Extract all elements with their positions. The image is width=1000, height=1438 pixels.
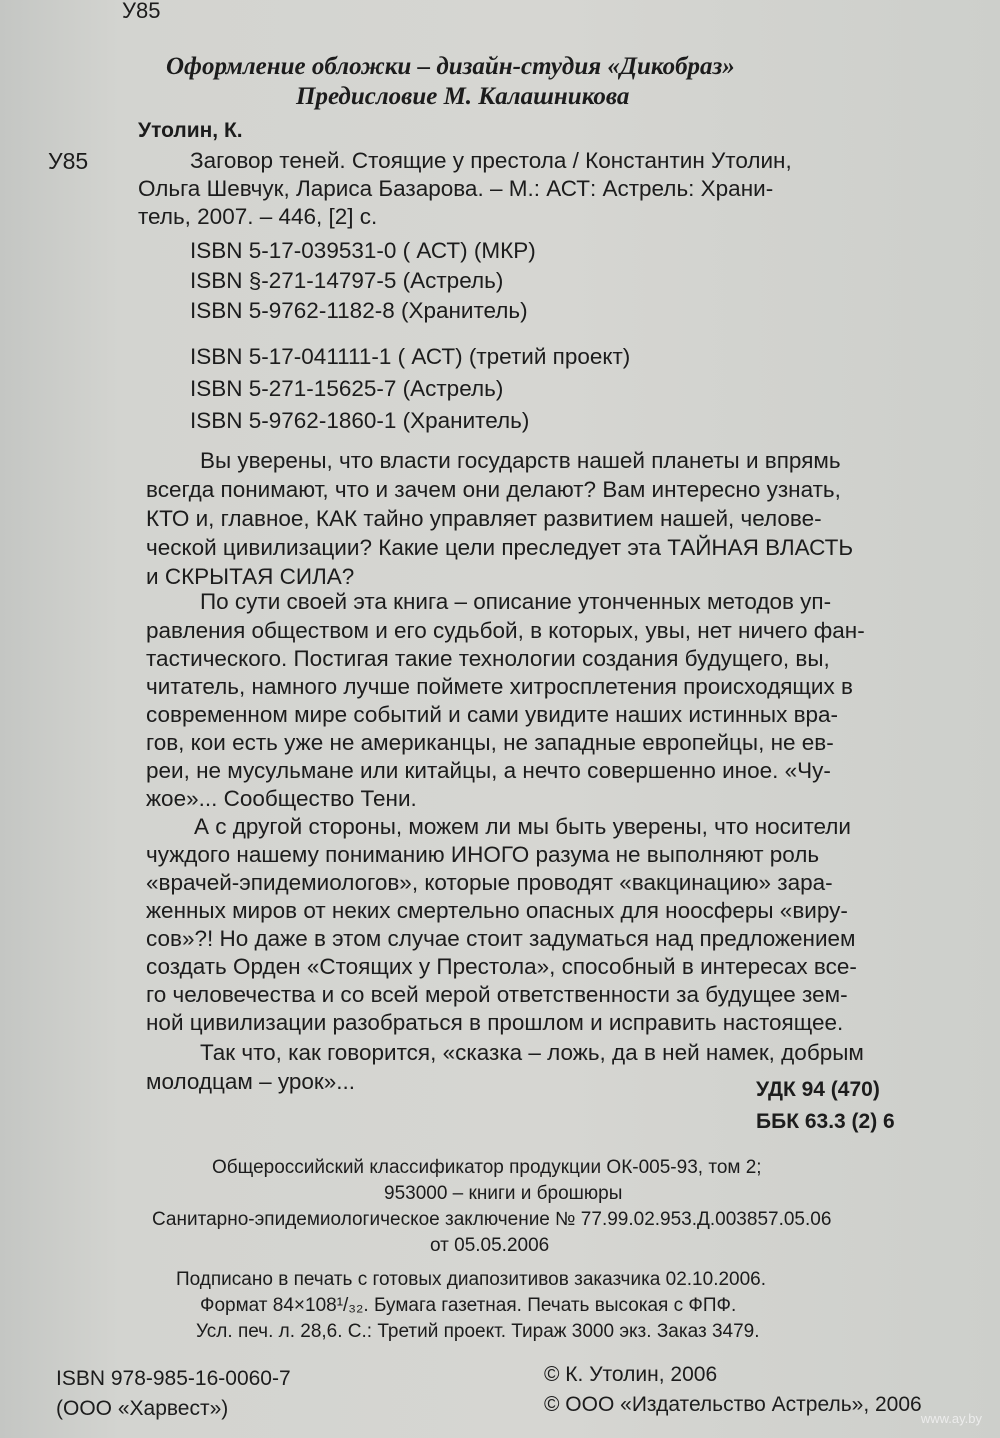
annotation-line: го человечества и со всей мерой ответственности за будущее зем-	[146, 982, 848, 1007]
imprint-line: Подписано в печать с готовых диапозитивов заказчика 02.10.2006.	[176, 1269, 767, 1290]
footer-publisher: (ООО «Харвест»)	[56, 1397, 229, 1420]
imprint-line: Формат 84×108¹/₃₂. Бумага газетная. Печать высокая с ФПФ.	[200, 1295, 737, 1316]
annotation-line: читатель, намного лучше поймете хитросплетения происходящих в	[146, 674, 853, 699]
annotation-line: реи, не мусульмане или китайцы, а нечто совершенно иное. «Чу-	[146, 758, 831, 783]
annotation-line: женных миров от неких смертельно опасных для ноосферы «виру-	[146, 898, 848, 923]
annotation-line: Вы уверены, что власти государств нашей планеты и впрямь	[200, 448, 841, 473]
description-line: Ольга Шевчук, Лариса Базарова. – М.: АСТ: Астрель: Храни-	[138, 176, 774, 201]
isbn-line: ISBN 5-9762-1182-8 (Хранитель)	[190, 298, 528, 323]
side-catalog-code: У85	[48, 148, 89, 174]
annotation-line: гов, кои есть уже не американцы, не западные европейцы, не ев-	[146, 730, 834, 755]
footer-isbn: ISBN 978-985-16-0060-7	[56, 1367, 291, 1390]
annotation-line: КТО и, главное, КАК тайно управляет развитием нашей, челове-	[146, 506, 822, 531]
annotation-line: всегда понимают, что и зачем они делают? Вам интересно узнать,	[146, 477, 841, 502]
imprint-line: 953000 – книги и брошюры	[384, 1183, 623, 1204]
annotation-line: А с другой стороны, можем ли мы быть уверены, что носители	[194, 814, 851, 839]
isbn-line: ISBN 5-17-039531-0 ( АСТ) (МКР)	[190, 238, 536, 263]
annotation-line: ной цивилизации разобраться в прошлом и исправить настоящее.	[146, 1010, 844, 1035]
imprint-line: Общероссийский классификатор продукции ОК-005-93, том 2;	[212, 1157, 762, 1178]
annotation-line: По сути своей эта книга – описание утонченных методов уп-	[200, 589, 832, 614]
copyright-author: © К. Утолин, 2006	[544, 1363, 718, 1386]
annotation-line: современном мире событий и сами увидите наших истинных вра-	[146, 702, 839, 727]
annotation-line: Так что, как говорится, «сказка – ложь, да в ней намек, добрым	[200, 1040, 864, 1065]
annotation-line: создать Орден «Стоящих у Престола», способный в интересах все-	[146, 954, 857, 979]
imprint-line: Усл. печ. л. 28,6. С.: Третий проект. Тираж 3000 экз. Заказ 3479.	[196, 1321, 760, 1342]
top-catalog-code: У85	[122, 0, 161, 23]
description-line: тель, 2007. – 446, [2] с.	[138, 204, 378, 229]
annotation-line: «врачей-эпидемиологов», которые проводят «вакцинацию» зара-	[146, 870, 833, 895]
site-watermark: www.ay.by	[920, 1411, 982, 1426]
description-line: Заговор теней. Стоящие у престола / Константин Утолин,	[190, 148, 792, 173]
annotation-line: сов»?! Но даже в этом случае стоит задуматься над предложением	[146, 926, 856, 951]
annotation-line: чуждого нашему пониманию ИНОГО разума не выполняют роль	[146, 842, 820, 867]
imprint-line: Санитарно-эпидемиологическое заключение № 77.99.02.953.Д.003857.05.06	[152, 1209, 832, 1230]
annotation-line: и СКРЫТАЯ СИЛА?	[146, 564, 355, 589]
udk-code: УДК 94 (470)	[756, 1078, 880, 1101]
isbn-line: ISBN 5-271-15625-7 (Астрель)	[190, 376, 504, 401]
author-heading: Утолин, К.	[138, 119, 243, 142]
cover-design-credit: Оформление обложки – дизайн-студия «Дикобраз»	[166, 53, 735, 80]
isbn-line: ISBN 5-17-041111-1 ( АСТ) (третий проект)	[190, 344, 631, 369]
annotation-line: тастического. Постигая такие технологии создания будущего, вы,	[146, 646, 830, 671]
annotation-line: жое»... Сообщество Тени.	[146, 786, 417, 811]
annotation-line: молодцам – урок»...	[146, 1069, 356, 1094]
annotation-line: равления обществом и его судьбой, в которых, увы, нет ничего фан-	[146, 618, 865, 643]
isbn-line: ISBN 5-9762-1860-1 (Хранитель)	[190, 408, 530, 433]
bbk-code: ББК 63.3 (2) 6	[756, 1110, 895, 1133]
annotation-line: ческой цивилизации? Какие цели преследует эта ТАЙНАЯ ВЛАСТЬ	[146, 535, 854, 560]
isbn-line: ISBN §-271-14797-5 (Астрель)	[190, 268, 504, 293]
foreword-credit: Предисловие М. Калашникова	[296, 83, 630, 110]
copyright-publisher: © ООО «Издательство Астрель», 2006	[544, 1393, 922, 1416]
imprint-line: от 05.05.2006	[430, 1235, 550, 1256]
